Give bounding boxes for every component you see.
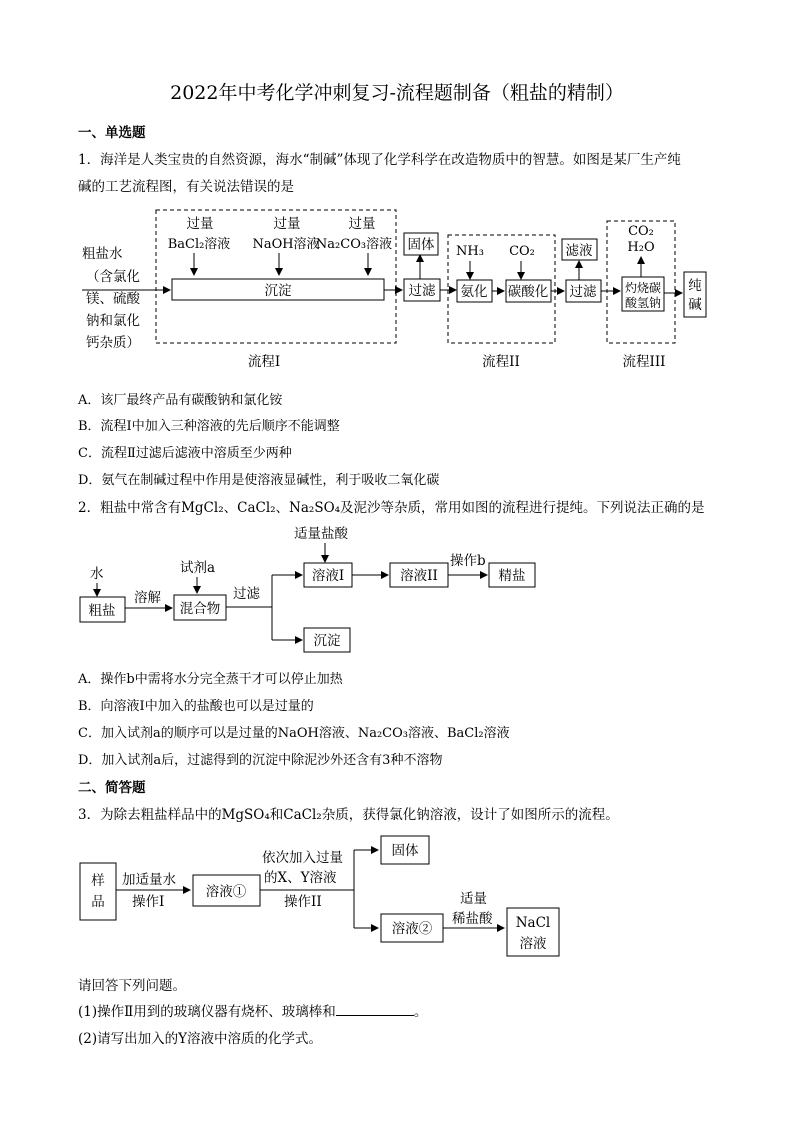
solution1-label: 溶液I <box>311 568 345 584</box>
q3-sub1-text: (1)操作Ⅱ用到的玻璃仪器有烧杯、玻璃棒和 <box>78 1004 336 1020</box>
nacl-label: NaCl <box>515 915 551 931</box>
process-2-label: 流程II <box>482 354 520 370</box>
reagent3-amount: 过量 <box>348 216 376 232</box>
op-b-label: 操作b <box>450 553 486 569</box>
sample-label: 品 <box>91 894 105 910</box>
q1-input-line: 粗盐水 <box>82 246 123 262</box>
q3-sub2: (2)请写出加入的Y溶液中溶质的化学式。 <box>78 1031 323 1047</box>
reagent1-name: BaCl₂溶液 <box>167 237 231 252</box>
q3-flow-diagram <box>76 828 576 963</box>
q1-option-d[interactable]: D．氨气在制碱过程中作用是使溶液显碱性，利于吸收二氧化碳 <box>78 473 440 488</box>
q2-stem-line1: 2．粗盐中常含有MgCl₂、CaCl₂、Na₂SO₄及泥沙等杂质，常用如图的流程进行提纯。下列说法正确的是 <box>78 500 705 516</box>
solution1-label: 溶液① <box>205 884 247 900</box>
q1-option-a[interactable]: A．该厂最终产品有碳酸钠和氯化铵 <box>78 393 283 408</box>
q2-flow-diagram <box>76 522 546 657</box>
acid-label: 稀盐酸 <box>452 911 493 927</box>
op1-label: 操作I <box>132 894 165 910</box>
q3-prompt: 请回答下列问题。 <box>78 978 186 994</box>
precipitate-label: 沉淀 <box>313 633 341 649</box>
page-title: 2022年中考化学冲刺复习-流程题制备（粗盐的精制） <box>170 82 624 104</box>
section-heading-short-answer: 二、简答题 <box>78 780 146 796</box>
add-water-label: 加适量水 <box>122 872 176 888</box>
sample-box <box>80 863 116 920</box>
q1-input-line: 镁、硫酸 <box>86 291 140 307</box>
op2-label: 操作II <box>284 894 322 910</box>
q2-option-b[interactable]: B．向溶液Ⅰ中加入的盐酸也可以是过量的 <box>78 699 314 714</box>
reagent-a-label: 试剂a <box>180 560 216 576</box>
filter-label: 过滤 <box>233 586 260 602</box>
q1-option-b[interactable]: B．流程Ⅰ中加入三种溶液的先后顺序不能调整 <box>78 419 340 434</box>
calcine-label: 灼烧碳 <box>624 281 662 295</box>
q3-sub1 <box>78 1000 427 1020</box>
q3-stem-line1: 3．为除去粗盐样品中的MgSO₄和CaCl₂杂质，获得氯化钠溶液，设计了如图所示的流程。 <box>78 807 619 823</box>
q1-stem-line2: 碱的工艺流程图，有关说法错误的是 <box>78 179 294 195</box>
solution2-label: 溶液② <box>391 921 433 937</box>
q3-sub1-end: 。 <box>413 1004 428 1020</box>
acid-label: 适量 <box>460 891 487 907</box>
reagent3-name: Na₂CO₃溶液 <box>315 237 393 252</box>
q1-input-line: 钙杂质） <box>86 335 140 351</box>
co2-label: CO₂ <box>509 244 535 259</box>
sample-label: 样 <box>91 873 105 889</box>
dissolve-label: 溶解 <box>134 590 161 606</box>
nh3-label: NH₃ <box>456 244 484 259</box>
co2-output-label: CO₂ <box>628 224 654 239</box>
section-heading-single-choice: 一、单选题 <box>78 125 146 141</box>
solid-label: 固体 <box>391 843 419 859</box>
q2-option-c[interactable]: C．加入试剂a的顺序可以是过量的NaOH溶液、Na₂CO₃溶液、BaCl₂溶液 <box>78 726 510 741</box>
calcine-label: 酸氢钠 <box>624 296 662 310</box>
ammoniation-label: 氨化 <box>460 284 488 300</box>
mixture-label: 混合物 <box>179 601 221 617</box>
solution2-label: 溶液II <box>400 568 438 584</box>
product-label: 碱 <box>688 297 702 313</box>
hcl-label: 适量盐酸 <box>294 526 348 542</box>
product-label: 纯 <box>688 278 702 294</box>
solid-label: 固体 <box>407 237 435 253</box>
water-label: 水 <box>90 566 104 582</box>
answer-blank[interactable] <box>336 1002 414 1016</box>
q1-option-c[interactable]: C．流程Ⅱ过滤后滤液中溶质至少两种 <box>78 446 292 461</box>
crude-salt-label: 粗盐 <box>88 603 116 619</box>
q1-stem-line1: 1．海洋是人类宝贵的自然资源，海水“制碱”体现了化学科学在改造物质中的智慧。如图是某厂生产纯 <box>78 152 681 168</box>
q2-option-d[interactable]: D．加入试剂a后，过滤得到的沉淀中除泥沙外还含有3种不溶物 <box>78 753 443 768</box>
q2-option-a[interactable]: A．操作b中需将水分完全蒸干才可以停止加热 <box>78 672 343 687</box>
carbonation-label: 碳酸化 <box>507 284 549 300</box>
q1-flow-diagram <box>76 205 716 380</box>
q1-input-line: 钠和氯化 <box>86 313 140 329</box>
reagent2-amount: 过量 <box>273 216 301 232</box>
filtrate-label: 滤液 <box>565 243 593 259</box>
process-3-label: 流程III <box>622 354 666 370</box>
nacl-label: 溶液 <box>519 936 547 952</box>
reagent2-name: NaOH溶液 <box>252 237 320 252</box>
filter2-label: 过滤 <box>569 284 597 300</box>
precipitate-label: 沉淀 <box>264 283 292 299</box>
h2o-output-label: H₂O <box>627 240 655 255</box>
add-xy-label: 依次加入过量 <box>262 850 343 866</box>
process-1-label: 流程I <box>247 354 281 370</box>
refined-salt-label: 精盐 <box>498 568 526 584</box>
add-xy-label: 的X、Y溶液 <box>264 870 337 886</box>
filter-label: 过滤 <box>408 283 436 299</box>
q1-input-line: （含氯化 <box>86 269 140 285</box>
reagent1-amount: 过量 <box>186 216 214 232</box>
